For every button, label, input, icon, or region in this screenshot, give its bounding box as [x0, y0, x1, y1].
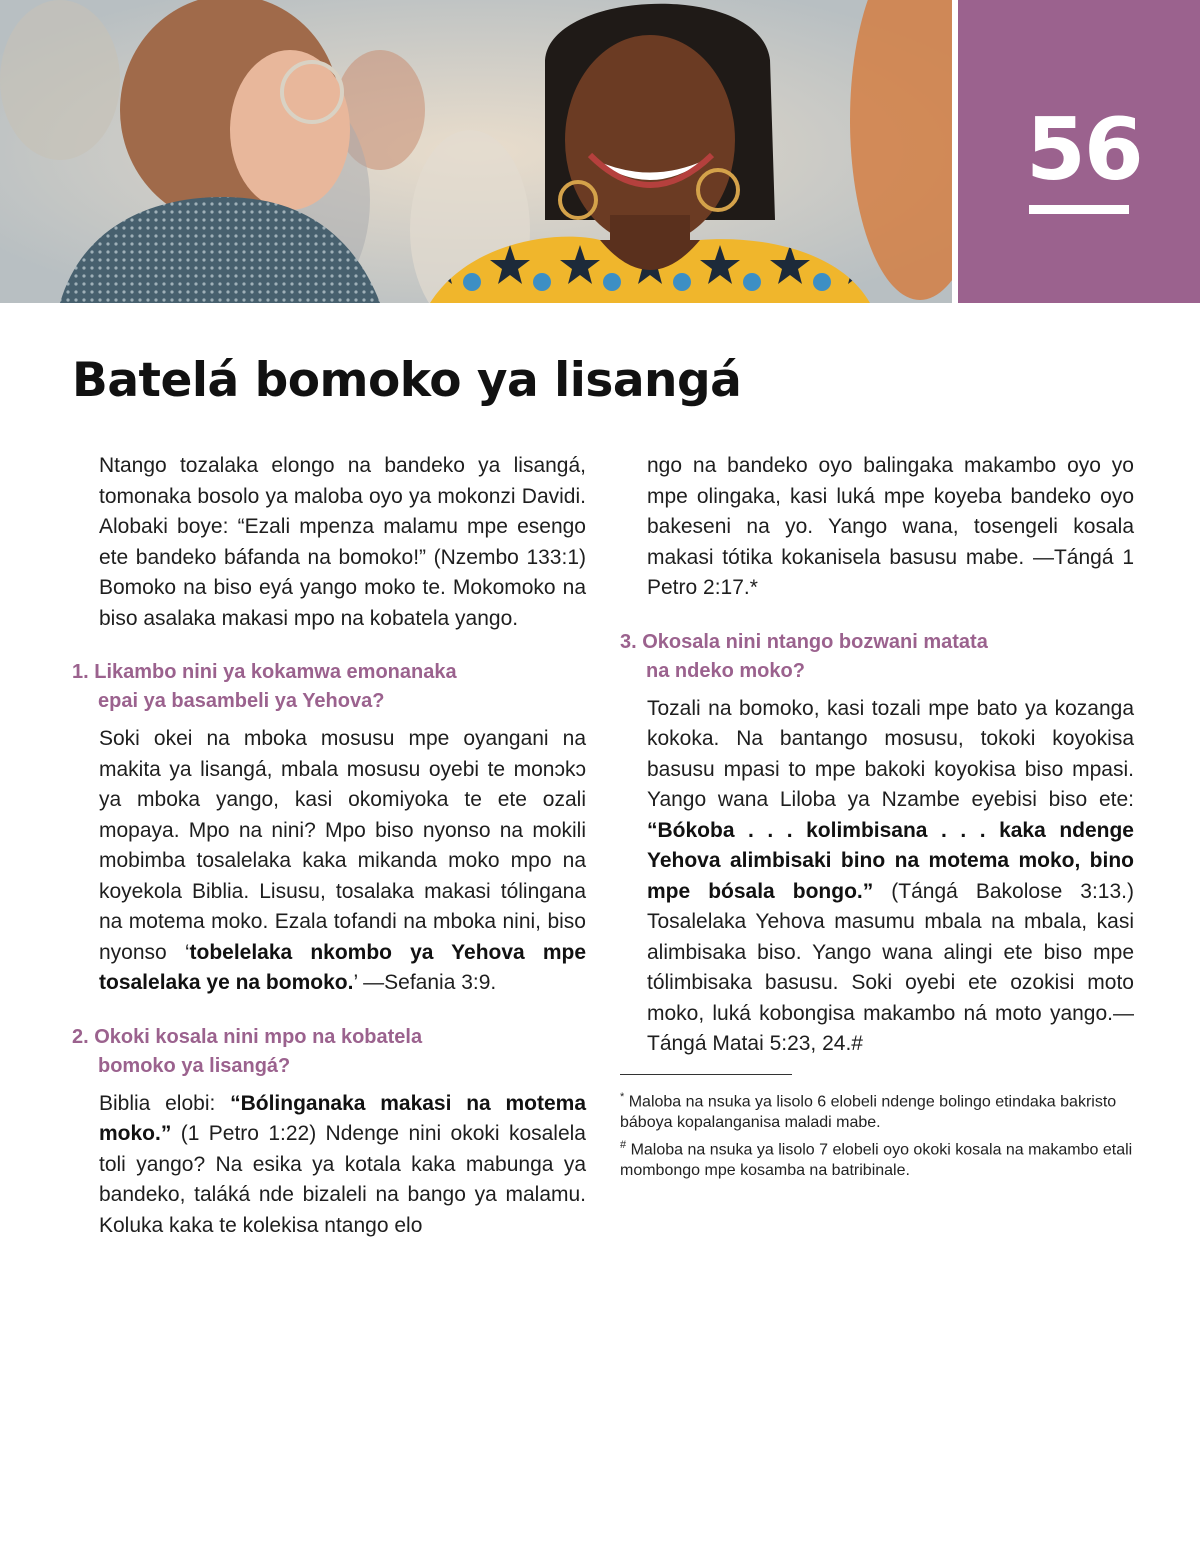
section-1-bold: tobelelaka nkombo ya Yehova mpe tosalelaka ye na bomoko.: [99, 940, 587, 994]
footnote-2-mark: #: [620, 1138, 627, 1151]
section-2-paragraph: [72, 1089, 586, 1242]
section-2-bold: “Bólinganaka makasi na motema moko.”: [99, 1091, 586, 1145]
section-3-paragraph: [620, 694, 1134, 1060]
section-3-text-a: Tozali na bomoko, kasi tozali mpe bato ya kozanga kokoka. Na bantango mosusu, tokoki koyokisa basusu mpasi to mpe bakoki koyokisa biso mpasi. Yango wana Liloba ya Nzambe eyebisi biso ete:: [647, 696, 1134, 811]
header-photo-illustration: [0, 0, 952, 303]
right-column: [620, 451, 1134, 1181]
section-1-paragraph: [72, 724, 586, 999]
section-2-text-b: (1 Petro 1:22) Ndenge nini okoki kosalela toli yango? Na esika ya kotala kaka mabunga ya bandeko, taláká nde bizaleli na bango ya malamu. Koluka kaka te kolekisa ntango elo: [99, 1122, 586, 1237]
footnote-1: [620, 1087, 1134, 1133]
section-3-text-b: (Tángá Bakolose 3:13.) Tosalelaka Yehova masumu mbala na mbala, kasi alimbisaka biso. Yango wana alingi ete biso mpe tólimbisaka basusu. Soki oyebi ete ozokisi moto moko, luká kobongisa makambo ná moto yango.—Tángá Matai 5:23, 24.#: [647, 879, 1134, 1055]
footnote-1-mark: *: [620, 1090, 625, 1103]
page-title: Batelá bomoko ya lisangá: [72, 353, 742, 408]
section-3-heading-line2: na ndeko moko?: [646, 659, 805, 682]
section-3-bold: “Bókoba . . . kolimbisana . . . kaka ndenge Yehova alimbisaki bino na motema moko, bino mpe bósala bongo.”: [647, 818, 1134, 903]
section-2-text-a: Biblia elobi:: [99, 1091, 231, 1115]
section-1-text-b: ’ —Sefania 3:9.: [353, 971, 497, 994]
footnote-divider: [620, 1074, 792, 1075]
chapter-underline: [1029, 205, 1129, 214]
section-1-heading-line1: 1. Likambo nini ya kokamwa emonanaka: [72, 661, 457, 683]
header-photo: [0, 0, 952, 303]
section-2-heading-line1: 2. Okoki kosala nini mpo na kobatela: [72, 1025, 423, 1048]
section-2-heading-line2: bomoko ya lisangá?: [98, 1054, 291, 1077]
section-2-continuation: ngo na bandeko oyo balingaka makambo oyo yo mpe olingaka, kasi luká mpe koyeba bandeko oyo bakeseni na yo. Yango wana, tosengeli kosala makasi tótika kokanisela basusu mabe. —Tángá 1 Petro 2:17.*: [647, 454, 1134, 599]
section-1-heading: [72, 658, 586, 716]
chapter-number: 56: [1026, 100, 1142, 200]
footnote-2: [620, 1135, 1134, 1181]
footnote-2-text: Maloba na nsuka ya lisolo 7 elobeli oyo okoki kosala na makambo etali mombongo mpe kosamba na batribinale.: [620, 1141, 1133, 1180]
section-1-text-a: Soki okei na mboka mosusu mpe oyangani na makita ya lisangá, mbala mosusu oyebi te monɔkɔ ya mboka yango, kasi okomiyoka te ete ozali mopaya. Mpo na nini? Mpo biso nyonso na mokili mobimba tosalelaka kaka mikanda moko mpo na koyekola Biblia. Lisusu, tosalaka makasi tólingana na motema moko. Ezala tofandi na mboka nini, biso nyonso ‘: [99, 727, 586, 964]
section-1-heading-line2: epai ya basambeli ya Yehova?: [98, 690, 385, 712]
section-3-heading-line1: 3. Okosala nini ntango bozwani matata: [620, 630, 988, 653]
section-2-heading: [72, 1023, 586, 1081]
section-3-heading: [620, 628, 1134, 686]
intro-paragraph: Ntango tozalaka elongo na bandeko ya lisangá, tomonaka bosolo ya maloba oyo ya mokonzi Davidi. Alobaki boye: “Ezali mpenza malamu mpe esengo ete bandeko báfanda na bomoko!” (Nzembo 133:1) Bomoko na biso eyá yango moko te. Mokomoko na biso asalaka makasi mpo na kobatela yango.: [99, 454, 586, 630]
left-column: [72, 451, 586, 1241]
footnote-1-text: Maloba na nsuka ya lisolo 6 elobeli ndenge bolingo etindaka bakristo báboya kopalanganisa maladi mabe.: [620, 1092, 1117, 1131]
